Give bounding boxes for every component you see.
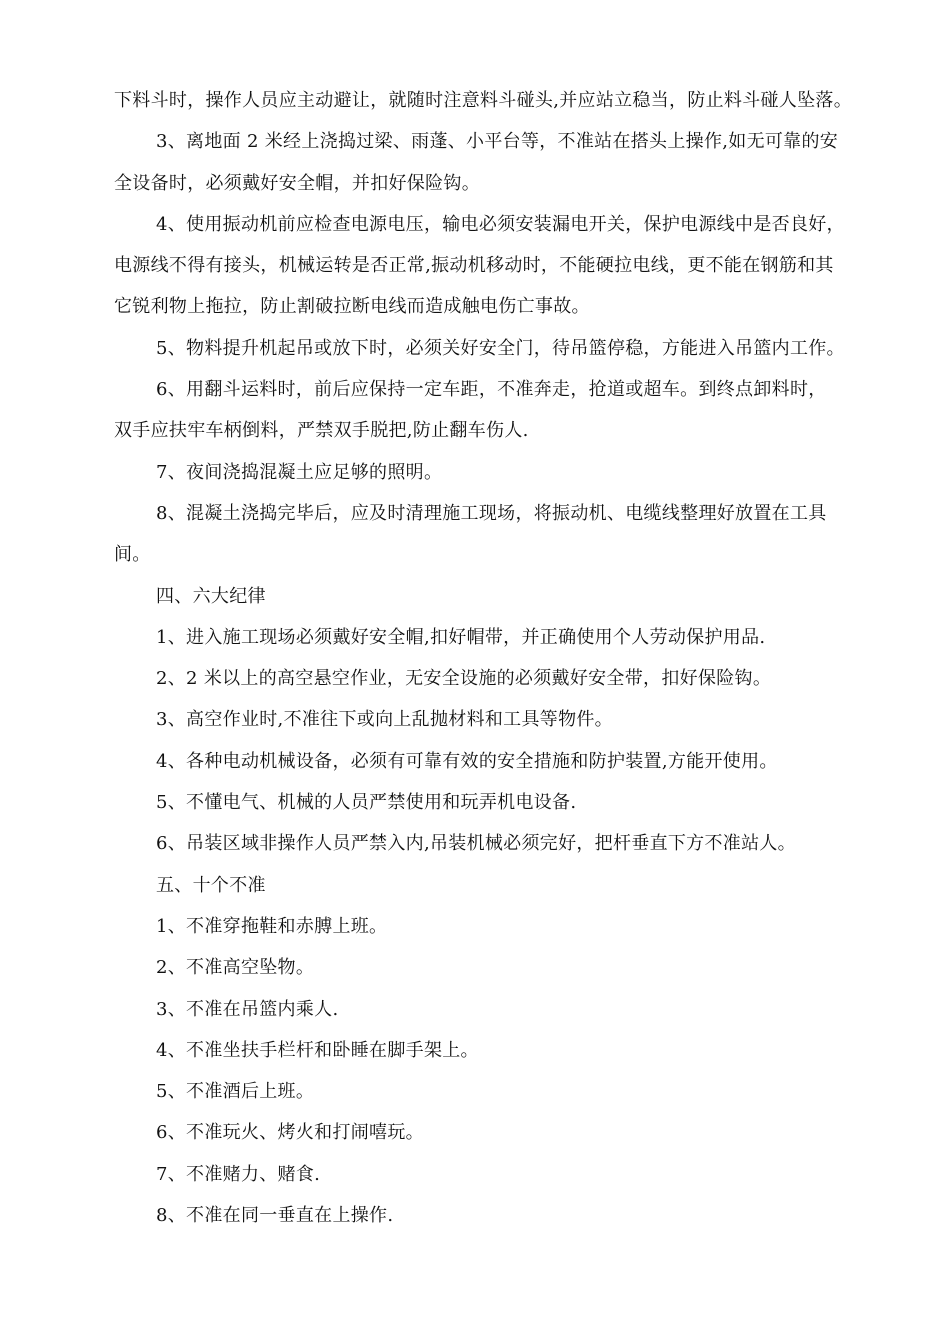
paragraph-line: 5、物料提升机起吊或放下时，必须关好安全门，待吊篮停稳，方能进入吊篮内工作。 xyxy=(156,337,845,359)
paragraph-line: 双手应扶牢车柄倒料，严禁双手脱把,防止翻车伤人. xyxy=(114,420,529,442)
document-body xyxy=(114,91,884,1247)
paragraph-line: 全设备时，必须戴好安全帽，并扣好保险钩。 xyxy=(114,172,480,194)
list-item: 5、不准酒后上班。 xyxy=(156,1081,315,1103)
list-item: 3、高空作业时,不准往下或向上乱抛材料和工具等物件。 xyxy=(156,709,613,731)
list-item: 6、不准玩火、烤火和打闹嘻玩。 xyxy=(156,1122,424,1144)
paragraph-line: 电源线不得有接头，机械运转是否正常,振动机移动时，不能硬拉电线，更不能在钢筋和其 xyxy=(114,255,834,277)
section-heading: 五、十个不准 xyxy=(156,874,266,896)
list-item: 3、不准在吊篮内乘人. xyxy=(156,998,339,1020)
paragraph-line: 间。 xyxy=(114,544,151,566)
paragraph-line: 下料斗时，操作人员应主动避让，就随时注意料斗碰头,并应站立稳当，防止料斗碰人坠落。 xyxy=(114,90,853,111)
section-heading: 四、六大纪律 xyxy=(156,585,266,607)
paragraph-line: 6、用翻斗运料时，前后应保持一定车距，不准奔走，抢道或超车。到终点卸料时， xyxy=(156,379,827,401)
list-item: 7、不准赌力、赌食. xyxy=(156,1163,321,1185)
paragraph-line: 3、离地面 2 米经上浇捣过梁、雨蓬、小平台等，不准站在搭头上操作,如无可靠的安 xyxy=(156,131,839,153)
paragraph-line: 8、混凝土浇捣完毕后，应及时清理施工现场，将振动机、电缆线整理好放置在工具 xyxy=(156,502,827,524)
paragraph-line: 7、夜间浇捣混凝土应足够的照明。 xyxy=(156,461,443,483)
list-item: 2、不准高空坠物。 xyxy=(156,957,315,979)
list-item: 1、进入施工现场必须戴好安全帽,扣好帽带，并正确使用个人劳动保护用品. xyxy=(156,626,766,648)
list-item: 8、不准在同一垂直在上操作. xyxy=(156,1205,394,1227)
list-item: 2、2 米以上的高空悬空作业，无安全设施的必须戴好安全带，扣好保险钩。 xyxy=(156,668,772,690)
list-item: 6、吊装区域非操作人员严禁入内,吊装机械必须完好，把杆垂直下方不准站人。 xyxy=(156,833,796,855)
list-item: 4、不准坐扶手栏杆和卧睡在脚手架上。 xyxy=(156,1039,479,1061)
list-item: 4、各种电动机械设备，必须有可靠有效的安全措施和防护装置,方能开使用。 xyxy=(156,750,778,772)
paragraph-line: 4、使用振动机前应检查电源电压，输电必须安装漏电开关，保护电源线中是否良好， xyxy=(156,213,845,235)
list-item: 1、不准穿拖鞋和赤膊上班。 xyxy=(156,915,388,937)
paragraph-line: 它锐利物上拖拉，防止割破拉断电线而造成触电伤亡事故。 xyxy=(114,296,590,318)
list-item: 5、不懂电气、机械的人员严禁使用和玩弄机电设备. xyxy=(156,792,577,814)
